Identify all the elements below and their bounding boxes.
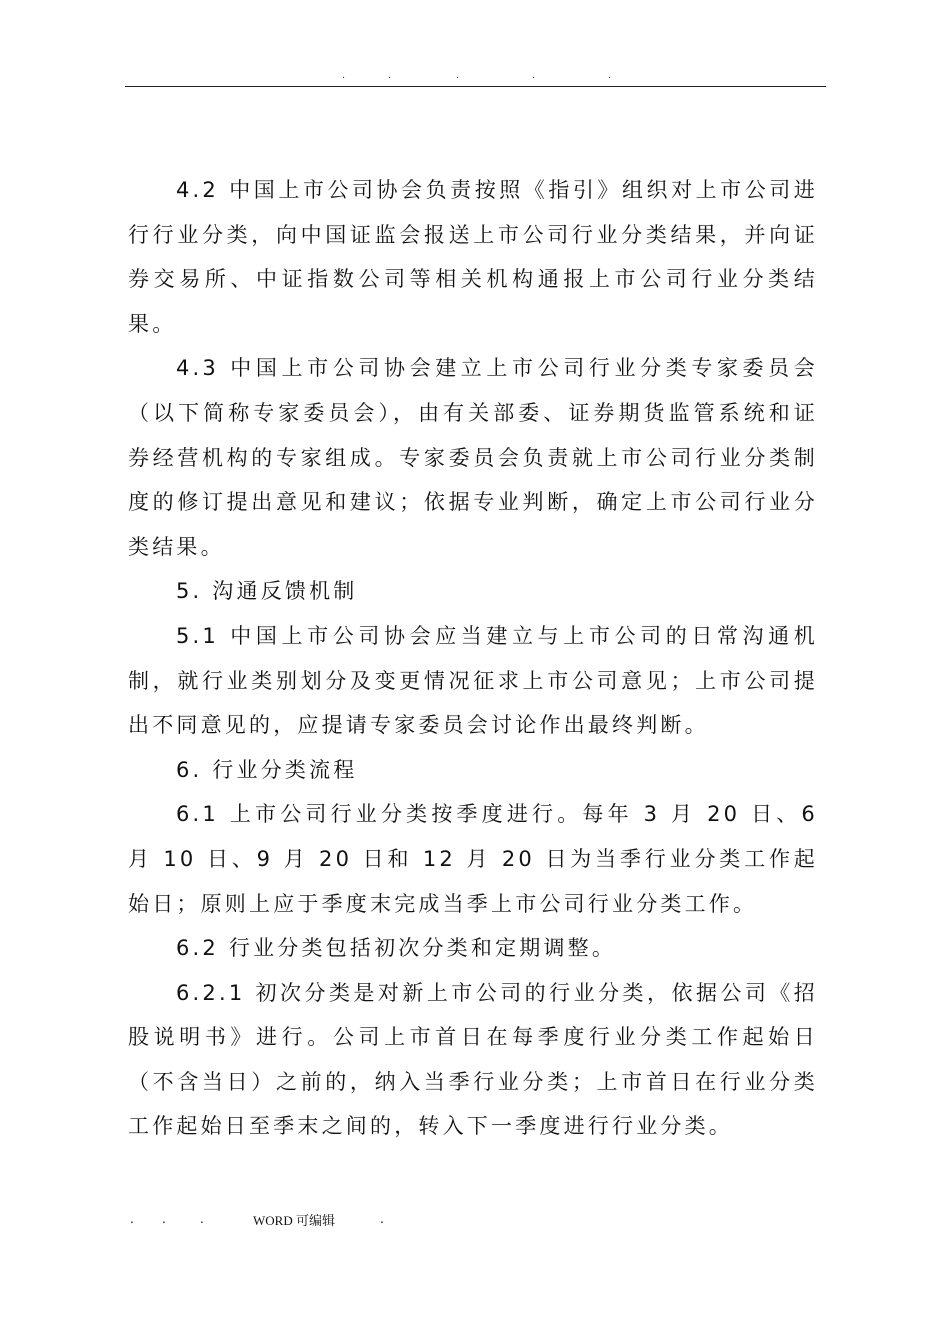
paragraph-6-2: 6.2 行业分类包括初次分类和定期调整。 (176, 936, 617, 961)
paragraph-6-1: 6.1 上市公司行业分类按季度进行。每年 3 月 20 日、6 月 10 日、9 月 20 日和 12 月 20 日为当季行业分类工作起始日；原则上应于季度末完成当季上市公司行业分类工作。 (128, 802, 818, 916)
paragraph-4-3: 4.3 中国上市公司协会建立上市公司行业分类专家委员会（以下简称专家委员会），由有关部委、证券期货监管系统和证券经营机构的专家组成。专家委员会负责就上市公司行业分类制度的修订提出意见和建议；依据专业判断，确定上市公司行业分类结果。 (128, 356, 818, 559)
document-body (128, 168, 818, 1149)
header-dots (330, 70, 630, 82)
section-heading-5: 5. 沟通反馈机制 (176, 579, 358, 604)
paragraph-5-1: 5.1 中国上市公司协会应当建立与上市公司的日常沟通机制，就行业类别划分及变更情况征求上市公司意见；上市公司提出不同意见的，应提请专家委员会讨论作出最终判断。 (128, 623, 818, 738)
header-dot: . (342, 70, 346, 81)
header-dot: . (608, 70, 612, 81)
paragraph-6-2-1: 6.2.1 初次分类是对新上市公司的行业分类，依据公司《招股说明书》进行。公司上市首日在每季度行业分类工作起始日（不含当日）之前的，纳入当季行业分类；上市首日在行业分类工作起始日至季末之间的，转入下一季度进行行业分类。 (128, 980, 818, 1139)
paragraph-4-2: 4.2 中国上市公司协会负责按照《指引》组织对上市公司进行行业分类，向中国证监会报送上市公司行业分类结果，并向证券交易所、中证指数公司等相关机构通报上市公司行业分类结果。 (128, 178, 818, 336)
header-dot: . (388, 70, 392, 81)
page-footer (130, 1210, 530, 1230)
section-heading-6: 6. 行业分类流程 (176, 757, 358, 782)
footer-dot: . (200, 1212, 204, 1226)
footer-dot: . (130, 1212, 134, 1226)
footer-label: WORD 可编辑 (253, 1213, 335, 1228)
header-dot: . (456, 70, 460, 81)
footer-dot: . (162, 1212, 166, 1226)
header-dot: . (532, 70, 536, 81)
header-rule (125, 86, 826, 87)
footer-dot: . (380, 1212, 384, 1226)
